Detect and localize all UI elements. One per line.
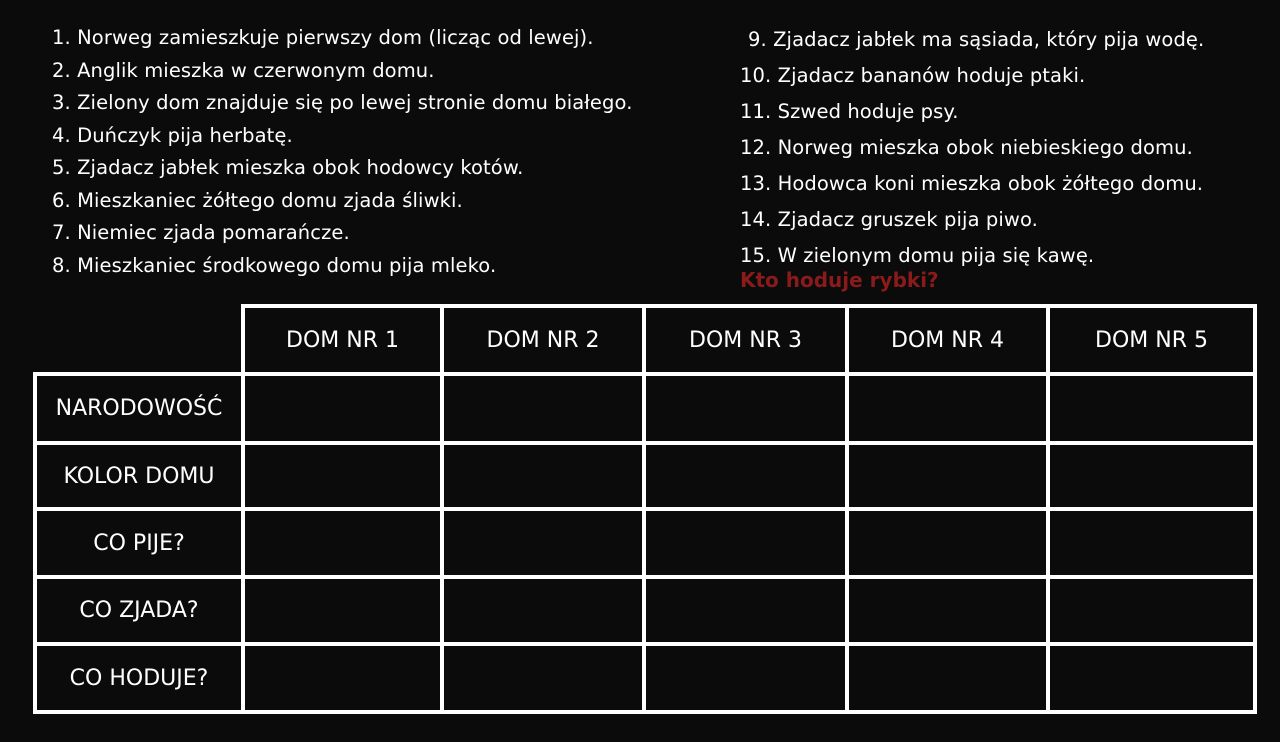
clue-1: 1. Norweg zamieszkuje pierwszy dom (licząc od lewej). <box>52 26 594 49</box>
answer-cell[interactable] <box>241 507 444 579</box>
answer-cell[interactable] <box>1046 642 1257 714</box>
column-header-2 <box>440 304 646 376</box>
column-header-3-text: DOM NR 3 <box>689 327 802 353</box>
answer-cell[interactable] <box>241 372 444 445</box>
answer-cell[interactable] <box>845 372 1050 445</box>
answer-cell[interactable] <box>642 441 849 511</box>
answer-cell[interactable] <box>1046 441 1257 511</box>
column-header-5 <box>1046 304 1257 376</box>
answer-cell[interactable] <box>440 642 646 714</box>
puzzle-question: Kto hoduje rybki? <box>740 268 939 292</box>
answer-cell[interactable] <box>1046 575 1257 646</box>
clue-2: 2. Anglik mieszka w czerwonym domu. <box>52 58 435 82</box>
column-header-3 <box>642 304 849 376</box>
clue-9: 9. Zjadacz jabłek ma sąsiada, który pija wodę. <box>748 28 1205 51</box>
answer-cell[interactable] <box>241 441 444 511</box>
clue-15: 15. W zielonym domu pija się kawę. <box>740 244 1095 267</box>
column-header-4-text: DOM NR 4 <box>891 327 1004 353</box>
clue-11: 11. Szwed hoduje psy. <box>740 100 959 123</box>
row-label-2 <box>33 441 245 511</box>
answer-cell[interactable] <box>845 575 1050 646</box>
answer-cell[interactable] <box>642 575 849 646</box>
clues-left <box>52 22 732 282</box>
row-label-4 <box>33 575 245 646</box>
answer-cell[interactable] <box>845 642 1050 714</box>
clue-4: 4. Duńczyk pija herbatę. <box>52 123 293 147</box>
row-label-4-text: CO ZJADA? <box>79 598 199 623</box>
clue-10: 10. Zjadacz bananów hoduje ptaki. <box>740 64 1086 87</box>
row-label-5-text: CO HODUJE? <box>69 665 209 691</box>
answer-cell[interactable] <box>1046 372 1257 445</box>
row-label-2-text: KOLOR DOMU <box>63 463 215 489</box>
answer-cell[interactable] <box>642 642 849 714</box>
clue-13: 13. Hodowca koni mieszka obok żółtego domu. <box>740 172 1204 195</box>
clues-right <box>740 22 1270 274</box>
answer-cell[interactable] <box>642 372 849 445</box>
clue-14: 14. Zjadacz gruszek pija piwo. <box>740 208 1038 231</box>
column-header-1 <box>241 304 444 376</box>
column-header-4 <box>845 304 1050 376</box>
clue-6: 6. Mieszkaniec żółtego domu zjada śliwki. <box>52 188 463 212</box>
clue-8: 8. Mieszkaniec środkowego domu pija mleko. <box>52 253 497 277</box>
answer-cell[interactable] <box>845 507 1050 579</box>
answer-cell[interactable] <box>241 575 444 646</box>
answer-cell[interactable] <box>440 575 646 646</box>
clue-5: 5. Zjadacz jabłek mieszka obok hodowcy kotów. <box>52 156 524 179</box>
row-label-1-text: NARODOWOŚĆ <box>55 396 223 421</box>
answer-cell[interactable] <box>440 507 646 579</box>
answer-cell[interactable] <box>845 441 1050 511</box>
answer-cell[interactable] <box>440 372 646 445</box>
clue-7: 7. Niemiec zjada pomarańcze. <box>52 221 350 244</box>
row-label-3 <box>33 507 245 579</box>
column-header-1-text: DOM NR 1 <box>286 327 399 353</box>
row-label-1 <box>33 372 245 445</box>
answer-cell[interactable] <box>642 507 849 579</box>
row-label-5 <box>33 642 245 714</box>
column-header-2-text: DOM NR 2 <box>486 327 600 353</box>
answer-cell[interactable] <box>241 642 444 714</box>
answer-cell[interactable] <box>440 441 646 511</box>
clue-3: 3. Zielony dom znajduje się po lewej stronie domu białego. <box>52 91 633 114</box>
column-header-5-text: DOM NR 5 <box>1095 327 1208 353</box>
row-label-3-text: CO PIJE? <box>93 530 185 556</box>
answer-cell[interactable] <box>1046 507 1257 579</box>
clue-12: 12. Norweg mieszka obok niebieskiego domu. <box>740 136 1193 159</box>
